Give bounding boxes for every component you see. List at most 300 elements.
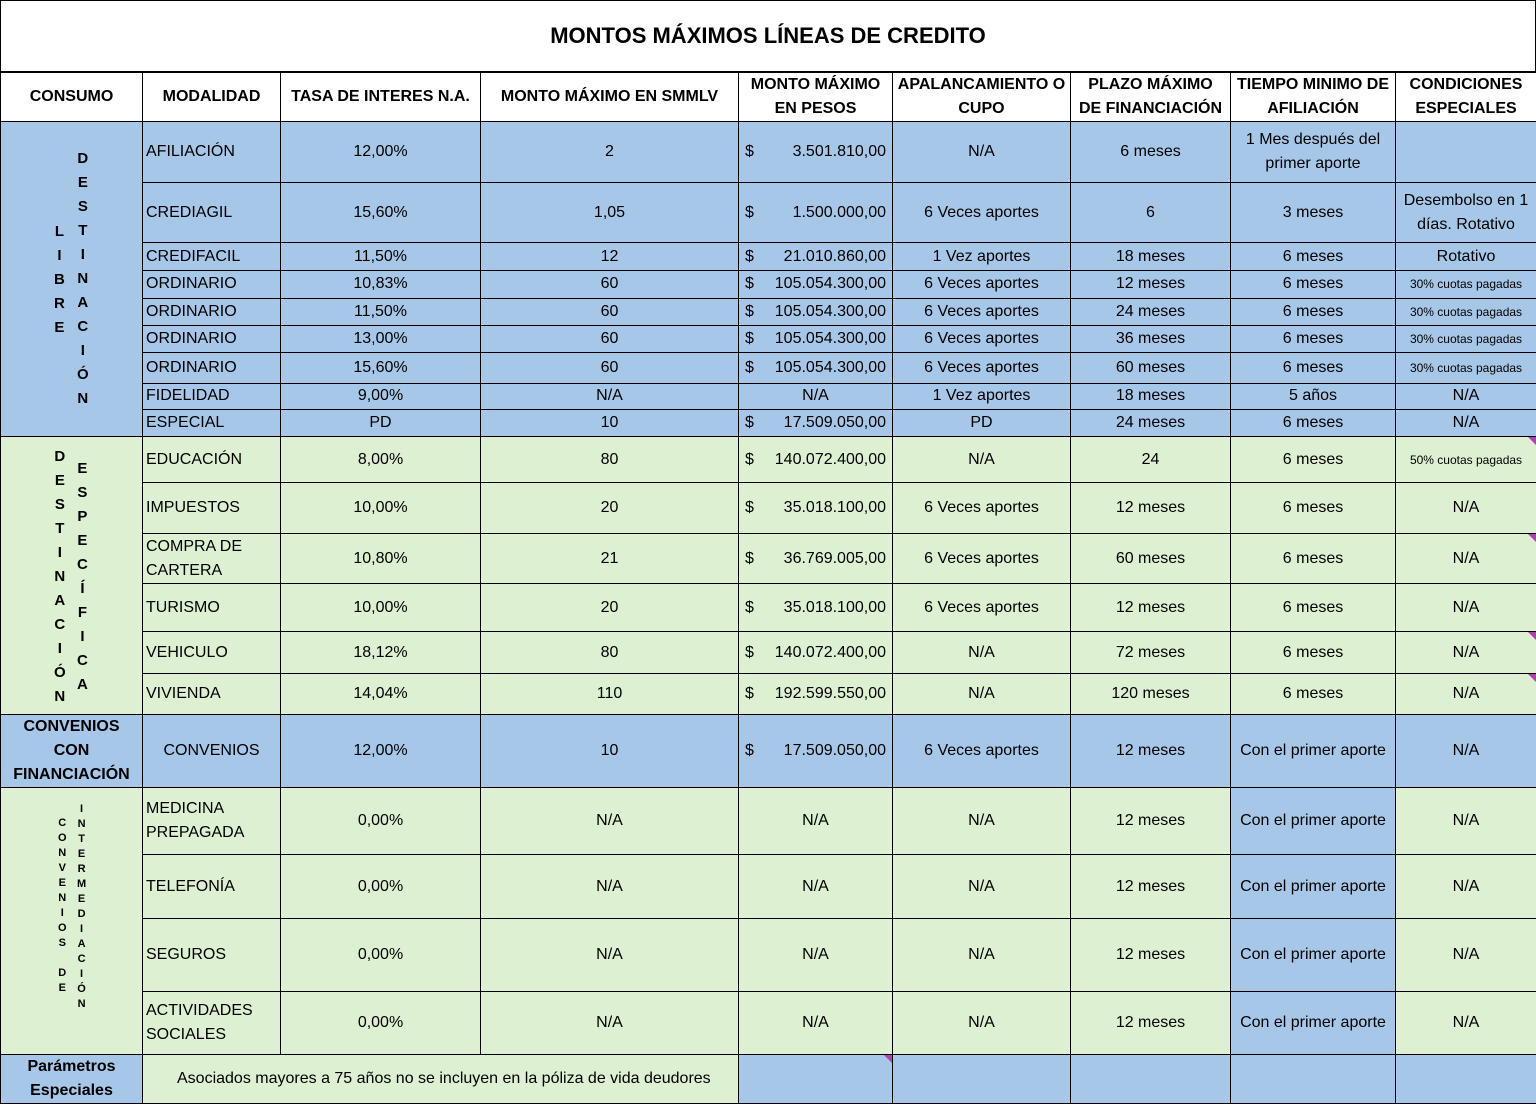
cell-condiciones[interactable]: N/A [1396, 674, 1536, 715]
cell-smmlv[interactable]: 10 [481, 409, 739, 436]
table-row [1, 122, 1536, 183]
cell-modalidad[interactable]: ORDINARIO [143, 298, 281, 325]
table-row [1, 674, 1536, 715]
cell-condiciones[interactable]: 50% cuotas pagadas [1396, 437, 1536, 483]
cell-condiciones[interactable] [1396, 122, 1536, 183]
money-value [743, 448, 888, 472]
cell-tasa[interactable]: 8,00% [281, 437, 481, 483]
money-value [743, 272, 888, 296]
cell-afiliacion[interactable]: Con el primer aporte [1231, 919, 1396, 992]
cell-cupo[interactable]: N/A [893, 632, 1071, 674]
category-letter: R [78, 862, 86, 877]
col-header-modalidad[interactable]: MODALIDAD [143, 73, 281, 122]
cell-condiciones[interactable]: N/A [1396, 584, 1536, 632]
cell-cupo[interactable]: PD [893, 409, 1071, 436]
category-libre-destinacion [1, 122, 143, 437]
cell-tasa[interactable]: 0,00% [281, 855, 481, 919]
cell-tasa[interactable]: 9,00% [281, 383, 481, 409]
category-label-left [58, 816, 67, 996]
cell-smmlv[interactable]: 60 [481, 271, 739, 298]
category-letter: F [78, 601, 87, 625]
cell-pesos[interactable] [739, 271, 893, 298]
amount: 3.501.810,00 [754, 140, 886, 164]
cell-smmlv[interactable]: 12 [481, 243, 739, 271]
category-convenios-intermediacion [1, 788, 143, 1055]
category-letter: E [54, 316, 64, 340]
cell-tasa[interactable]: 0,00% [281, 992, 481, 1055]
table-row [1, 632, 1536, 674]
cell-cupo[interactable]: 1 Vez aportes [893, 383, 1071, 409]
cell-pesos[interactable] [739, 352, 893, 383]
amount: 1.500.000,00 [754, 201, 886, 225]
cell-smmlv[interactable]: 80 [481, 437, 739, 483]
comment-indicator-icon[interactable] [884, 1055, 892, 1063]
cell-afiliacion[interactable]: 5 años [1231, 383, 1396, 409]
category-letter: V [59, 861, 66, 876]
table-row [1, 409, 1536, 436]
cell-pesos[interactable] [739, 584, 893, 632]
category-letter: C [78, 952, 86, 967]
cell-modalidad[interactable]: ACTIVIDADES SOCIALES [143, 992, 281, 1055]
cell-modalidad[interactable]: ORDINARIO [143, 352, 281, 383]
cell-modalidad[interactable]: MEDICINA PREPAGADA [143, 788, 281, 855]
category-letter: A [78, 937, 86, 952]
category-letter: N [54, 565, 65, 589]
cell-afiliacion[interactable]: 3 meses [1231, 183, 1396, 243]
table-row [1, 534, 1536, 584]
cell-condiciones[interactable]: N/A [1396, 919, 1536, 992]
currency-sign: $ [745, 272, 754, 296]
col-header-consumo[interactable]: CONSUMO [1, 73, 143, 122]
table-row [1, 271, 1536, 298]
col-header-condiciones[interactable]: CONDICIONES ESPECIALES [1396, 73, 1536, 122]
cell-condiciones[interactable]: N/A [1396, 992, 1536, 1055]
cell-plazo[interactable]: 60 meses [1071, 352, 1231, 383]
category-letter: A [77, 291, 88, 315]
cell-pesos[interactable] [739, 632, 893, 674]
comment-indicator-icon[interactable] [1528, 674, 1536, 682]
cell-pesos[interactable]: N/A [739, 855, 893, 919]
cell-condiciones[interactable]: N/A [1396, 855, 1536, 919]
category-label-right [77, 457, 88, 697]
cell-plazo[interactable]: 12 meses [1071, 788, 1231, 855]
cell-cupo[interactable]: 6 Veces aportes [893, 534, 1071, 584]
table-row [1, 183, 1536, 243]
category-convenios-financiacion: CONVENIOS CON FINANCIACIÓN [1, 715, 143, 788]
cell-condiciones[interactable]: Desembolso en 1 días. Rotativo [1396, 183, 1536, 243]
cell-pesos[interactable]: N/A [739, 788, 893, 855]
cell-tasa[interactable]: 10,00% [281, 584, 481, 632]
category-letter: T [78, 832, 85, 847]
cell-pesos[interactable] [739, 483, 893, 534]
category-letter: E [78, 892, 85, 907]
money-value [743, 682, 888, 706]
cell-plazo[interactable]: 24 meses [1071, 298, 1231, 325]
cell-empty [893, 1055, 1071, 1104]
cell-cupo[interactable]: N/A [893, 855, 1071, 919]
cell-tasa[interactable]: 12,00% [281, 122, 481, 183]
money-value [743, 641, 888, 665]
cell-empty [1071, 1055, 1231, 1104]
cell-pesos[interactable]: N/A [739, 383, 893, 409]
col-header-plazo[interactable]: PLAZO MÁXIMO DE FINANCIACIÓN [1071, 73, 1231, 122]
category-destinacion-especifica [1, 437, 143, 715]
cell-modalidad[interactable]: COMPRA DE CARTERA [143, 534, 281, 584]
money-value [743, 140, 888, 164]
cell-afiliacion[interactable]: 6 meses [1231, 437, 1396, 483]
cell-condiciones[interactable]: 30% cuotas pagadas [1396, 298, 1536, 325]
cell-smmlv[interactable]: N/A [481, 788, 739, 855]
cell-tasa[interactable]: 18,12% [281, 632, 481, 674]
category-letter: R [54, 292, 65, 316]
category-letter: C [58, 816, 66, 831]
money-value [743, 327, 888, 351]
comment-indicator-icon[interactable] [1528, 632, 1536, 640]
cell-plazo[interactable]: 18 meses [1071, 243, 1231, 271]
category-letter: E [78, 847, 85, 862]
cell-smmlv[interactable]: N/A [481, 919, 739, 992]
cell-cupo[interactable]: 6 Veces aportes [893, 271, 1071, 298]
category-letter: B [54, 268, 65, 292]
money-value [743, 596, 888, 620]
category-letter: P [77, 505, 87, 529]
cell-plazo[interactable]: 12 meses [1071, 992, 1231, 1055]
cell-cupo[interactable]: N/A [893, 992, 1071, 1055]
cell-pesos[interactable] [739, 325, 893, 352]
cell-pesos[interactable]: N/A [739, 919, 893, 992]
cell-tasa[interactable]: 11,50% [281, 298, 481, 325]
cell-afiliacion[interactable]: 6 meses [1231, 632, 1396, 674]
category-letter: N [77, 267, 88, 291]
cell-smmlv[interactable]: 21 [481, 534, 739, 584]
amount: 192.599.550,00 [754, 682, 886, 706]
cell-cupo[interactable]: 6 Veces aportes [893, 325, 1071, 352]
cell-smmlv[interactable]: 60 [481, 298, 739, 325]
cell-pesos[interactable] [739, 715, 893, 788]
cell-smmlv[interactable]: 80 [481, 632, 739, 674]
cell-pesos[interactable] [739, 534, 893, 584]
money-value [743, 411, 888, 435]
cell-smmlv[interactable]: N/A [481, 992, 739, 1055]
cell-tasa[interactable]: 15,60% [281, 352, 481, 383]
currency-sign: $ [745, 327, 754, 351]
category-letter: D [77, 147, 88, 171]
cell-tasa[interactable]: PD [281, 409, 481, 436]
cell-plazo[interactable]: 72 meses [1071, 632, 1231, 674]
table-row [1, 483, 1536, 534]
cell-cupo[interactable]: N/A [893, 788, 1071, 855]
category-letter: I [81, 243, 85, 267]
cell-afiliacion[interactable]: Con el primer aporte [1231, 992, 1396, 1055]
cell-afiliacion[interactable]: 1 Mes después del primer aporte [1231, 122, 1396, 183]
cell-condiciones[interactable]: N/A [1396, 383, 1536, 409]
category-letter: S [77, 481, 87, 505]
currency-sign: $ [745, 201, 754, 225]
cell-pesos[interactable] [739, 409, 893, 436]
cell-smmlv[interactable]: 2 [481, 122, 739, 183]
cell-pesos[interactable] [739, 674, 893, 715]
cell-modalidad[interactable]: TELEFONÍA [143, 855, 281, 919]
cell-smmlv[interactable]: N/A [481, 855, 739, 919]
cell-condiciones[interactable]: N/A [1396, 632, 1536, 674]
comment-indicator-icon[interactable] [1528, 437, 1536, 445]
category-letter: E [59, 876, 66, 891]
cell-modalidad[interactable]: IMPUESTOS [143, 483, 281, 534]
cell-afiliacion[interactable]: 6 meses [1231, 584, 1396, 632]
cell-modalidad[interactable]: VIVIENDA [143, 674, 281, 715]
category-letter: O [58, 831, 67, 846]
col-header-smmlv[interactable]: MONTO MÁXIMO EN SMMLV [481, 73, 739, 122]
amount: 17.509.050,00 [754, 739, 886, 763]
category-letter: E [55, 469, 65, 493]
category-letter: E [77, 529, 87, 553]
cell-modalidad[interactable]: CONVENIOS [143, 715, 281, 788]
cell-modalidad[interactable]: EDUCACIÓN [143, 437, 281, 483]
cell-modalidad[interactable]: FIDELIDAD [143, 383, 281, 409]
cell-modalidad[interactable]: ORDINARIO [143, 271, 281, 298]
cell-plazo[interactable]: 36 meses [1071, 325, 1231, 352]
category-letter: I [81, 339, 85, 363]
cell-empty [739, 1055, 893, 1104]
cell-smmlv[interactable]: 1,05 [481, 183, 739, 243]
category-letter: L [55, 220, 64, 244]
cell-tasa[interactable]: 12,00% [281, 715, 481, 788]
category-letter: D [78, 907, 86, 922]
currency-sign: $ [745, 356, 754, 380]
col-header-pesos[interactable]: MONTO MÁXIMO EN PESOS [739, 73, 893, 122]
amount: 36.769.005,00 [754, 547, 886, 571]
category-letter: E [78, 171, 88, 195]
category-letter: T [55, 517, 64, 541]
category-letter: S [55, 493, 65, 517]
category-letter: I [80, 922, 83, 937]
cell-cupo[interactable]: N/A [893, 674, 1071, 715]
cell-modalidad[interactable]: ESPECIAL [143, 409, 281, 436]
cell-smmlv[interactable]: N/A [481, 383, 739, 409]
category-letter: I [58, 541, 62, 565]
cell-condiciones[interactable]: N/A [1396, 534, 1536, 584]
cell-tasa[interactable]: 0,00% [281, 788, 481, 855]
cell-plazo[interactable]: 6 [1071, 183, 1231, 243]
table-row [1, 919, 1536, 992]
cell-afiliacion[interactable]: Con el primer aporte [1231, 788, 1396, 855]
table-row [1, 992, 1536, 1055]
table-row [1, 584, 1536, 632]
cell-pesos[interactable] [739, 183, 893, 243]
cell-condiciones[interactable]: 30% cuotas pagadas [1396, 325, 1536, 352]
category-letter: D [58, 966, 66, 981]
category-label-right [77, 147, 89, 411]
cell-modalidad[interactable]: CREDIFACIL [143, 243, 281, 271]
col-header-cupo[interactable]: APALANCAMIENTO O CUPO [893, 73, 1071, 122]
cell-smmlv[interactable]: 20 [481, 584, 739, 632]
category-letter: Ó [77, 363, 89, 387]
cell-cupo[interactable]: 6 Veces aportes [893, 298, 1071, 325]
cell-condiciones[interactable]: N/A [1396, 788, 1536, 855]
cell-tasa[interactable]: 10,83% [281, 271, 481, 298]
amount: 140.072.400,00 [754, 641, 886, 665]
cell-pesos[interactable] [739, 122, 893, 183]
cell-modalidad[interactable]: ORDINARIO [143, 325, 281, 352]
cell-cupo[interactable]: 6 Veces aportes [893, 715, 1071, 788]
cell-tasa[interactable]: 0,00% [281, 919, 481, 992]
cell-pesos[interactable] [739, 437, 893, 483]
category-letter: O [58, 921, 67, 936]
cell-cupo[interactable]: 6 Veces aportes [893, 483, 1071, 534]
cell-modalidad[interactable]: CREDIAGIL [143, 183, 281, 243]
category-letter: S [59, 936, 66, 951]
table-row [1, 437, 1536, 483]
cell-tasa[interactable]: 10,80% [281, 534, 481, 584]
cell-plazo[interactable]: 24 [1071, 437, 1231, 483]
category-letter: M [77, 877, 86, 892]
cell-plazo[interactable]: 12 meses [1071, 271, 1231, 298]
cell-afiliacion[interactable]: 6 meses [1231, 352, 1396, 383]
category-letter: N [58, 846, 66, 861]
cell-condiciones[interactable]: 30% cuotas pagadas [1396, 271, 1536, 298]
cell-smmlv[interactable]: 60 [481, 352, 739, 383]
cell-plazo[interactable]: 12 meses [1071, 715, 1231, 788]
category-letter: N [78, 817, 86, 832]
category-letter: I [80, 625, 84, 649]
cell-afiliacion[interactable]: 6 meses [1231, 534, 1396, 584]
category-letter: A [54, 589, 65, 613]
category-label-left [54, 220, 65, 340]
page-title: MONTOS MÁXIMOS LÍNEAS DE CREDITO [0, 0, 1536, 72]
category-letter: I [80, 802, 83, 817]
col-header-afiliacion[interactable]: TIEMPO MINIMO DE AFILIACIÓN [1231, 73, 1396, 122]
cell-condiciones[interactable]: N/A [1396, 409, 1536, 436]
cell-cupo[interactable]: 6 Veces aportes [893, 584, 1071, 632]
comment-indicator-icon[interactable] [1528, 534, 1536, 542]
cell-condiciones[interactable]: N/A [1396, 483, 1536, 534]
money-value [743, 300, 888, 324]
cell-plazo[interactable]: 60 meses [1071, 534, 1231, 584]
cell-afiliacion[interactable]: 6 meses [1231, 483, 1396, 534]
cell-tasa[interactable]: 10,00% [281, 483, 481, 534]
cell-modalidad[interactable]: TURISMO [143, 584, 281, 632]
table-row [1, 243, 1536, 271]
cell-afiliacion[interactable]: Con el primer aporte [1231, 855, 1396, 919]
category-letter: E [77, 457, 87, 481]
cell-condiciones[interactable]: Rotativo [1396, 243, 1536, 271]
currency-sign: $ [745, 682, 754, 706]
cell-pesos[interactable] [739, 298, 893, 325]
category-letter: D [54, 445, 65, 469]
cell-tasa[interactable]: 15,60% [281, 183, 481, 243]
cell-modalidad[interactable]: VEHICULO [143, 632, 281, 674]
cell-afiliacion[interactable]: Con el primer aporte [1231, 715, 1396, 788]
cell-plazo[interactable]: 12 meses [1071, 483, 1231, 534]
table-row [1, 298, 1536, 325]
cell-cupo[interactable]: N/A [893, 437, 1071, 483]
amount: 105.054.300,00 [754, 356, 886, 380]
amount: 21.010.860,00 [754, 245, 886, 269]
cell-plazo[interactable]: 6 meses [1071, 122, 1231, 183]
cell-afiliacion[interactable]: 6 meses [1231, 674, 1396, 715]
cell-smmlv[interactable]: 20 [481, 483, 739, 534]
cell-afiliacion[interactable]: 6 meses [1231, 243, 1396, 271]
amount: 105.054.300,00 [754, 272, 886, 296]
currency-sign: $ [745, 140, 754, 164]
cell-plazo[interactable]: 12 meses [1071, 855, 1231, 919]
amount: 105.054.300,00 [754, 300, 886, 324]
cell-condiciones[interactable]: N/A [1396, 715, 1536, 788]
table-row [1, 383, 1536, 409]
parametros-row [1, 1055, 1536, 1104]
currency-sign: $ [745, 411, 754, 435]
category-letter: Ó [54, 661, 66, 685]
category-letter: Ó [77, 982, 86, 997]
cell-afiliacion[interactable]: 6 meses [1231, 298, 1396, 325]
cell-plazo[interactable]: 24 meses [1071, 409, 1231, 436]
category-letter: I [57, 244, 61, 268]
cell-empty [1231, 1055, 1396, 1104]
category-label-left [54, 445, 66, 709]
cell-cupo[interactable]: 1 Vez aportes [893, 243, 1071, 271]
category-letter: I [80, 967, 83, 982]
cell-plazo[interactable]: 18 meses [1071, 383, 1231, 409]
category-letter: N [54, 685, 65, 709]
cell-afiliacion[interactable]: 6 meses [1231, 325, 1396, 352]
money-value [743, 739, 888, 763]
parametros-note[interactable]: Asociados mayores a 75 años no se incluyen en la póliza de vida deudores [143, 1055, 739, 1104]
cell-plazo[interactable]: 12 meses [1071, 919, 1231, 992]
category-label-right [77, 802, 86, 1012]
credit-lines-table [0, 72, 1536, 1104]
category-letter: T [78, 219, 87, 243]
currency-sign: $ [745, 547, 754, 571]
amount: 17.509.050,00 [754, 411, 886, 435]
cell-tasa[interactable]: 11,50% [281, 243, 481, 271]
cell-cupo[interactable]: 6 Veces aportes [893, 352, 1071, 383]
category-letter: Í [80, 577, 84, 601]
table-row [1, 325, 1536, 352]
money-value [743, 547, 888, 571]
cell-afiliacion[interactable]: 6 meses [1231, 409, 1396, 436]
cell-pesos[interactable] [739, 243, 893, 271]
currency-sign: $ [745, 496, 754, 520]
cell-condiciones[interactable]: 30% cuotas pagadas [1396, 352, 1536, 383]
col-header-tasa[interactable]: TASA DE INTERES N.A. [281, 73, 481, 122]
table-row [1, 788, 1536, 855]
cell-pesos[interactable]: N/A [739, 992, 893, 1055]
cell-afiliacion[interactable]: 6 meses [1231, 271, 1396, 298]
money-value [743, 356, 888, 380]
cell-modalidad[interactable]: SEGUROS [143, 919, 281, 992]
category-letter: E [59, 981, 66, 996]
category-parametros: Parámetros Especiales [1, 1055, 143, 1104]
amount: 105.054.300,00 [754, 327, 886, 351]
table-row [1, 352, 1536, 383]
cell-cupo[interactable]: 6 Veces aportes [893, 183, 1071, 243]
cell-modalidad[interactable]: AFILIACIÓN [143, 122, 281, 183]
cell-plazo[interactable]: 120 meses [1071, 674, 1231, 715]
cell-tasa[interactable]: 13,00% [281, 325, 481, 352]
cell-cupo[interactable]: N/A [893, 919, 1071, 992]
money-value [743, 496, 888, 520]
currency-sign: $ [745, 739, 754, 763]
cell-cupo[interactable]: N/A [893, 122, 1071, 183]
currency-sign: $ [745, 300, 754, 324]
cell-smmlv[interactable]: 110 [481, 674, 739, 715]
cell-smmlv[interactable]: 60 [481, 325, 739, 352]
cell-smmlv[interactable]: 10 [481, 715, 739, 788]
cell-tasa[interactable]: 14,04% [281, 674, 481, 715]
category-letter: C [77, 649, 88, 673]
category-letter: I [61, 906, 64, 921]
cell-plazo[interactable]: 12 meses [1071, 584, 1231, 632]
